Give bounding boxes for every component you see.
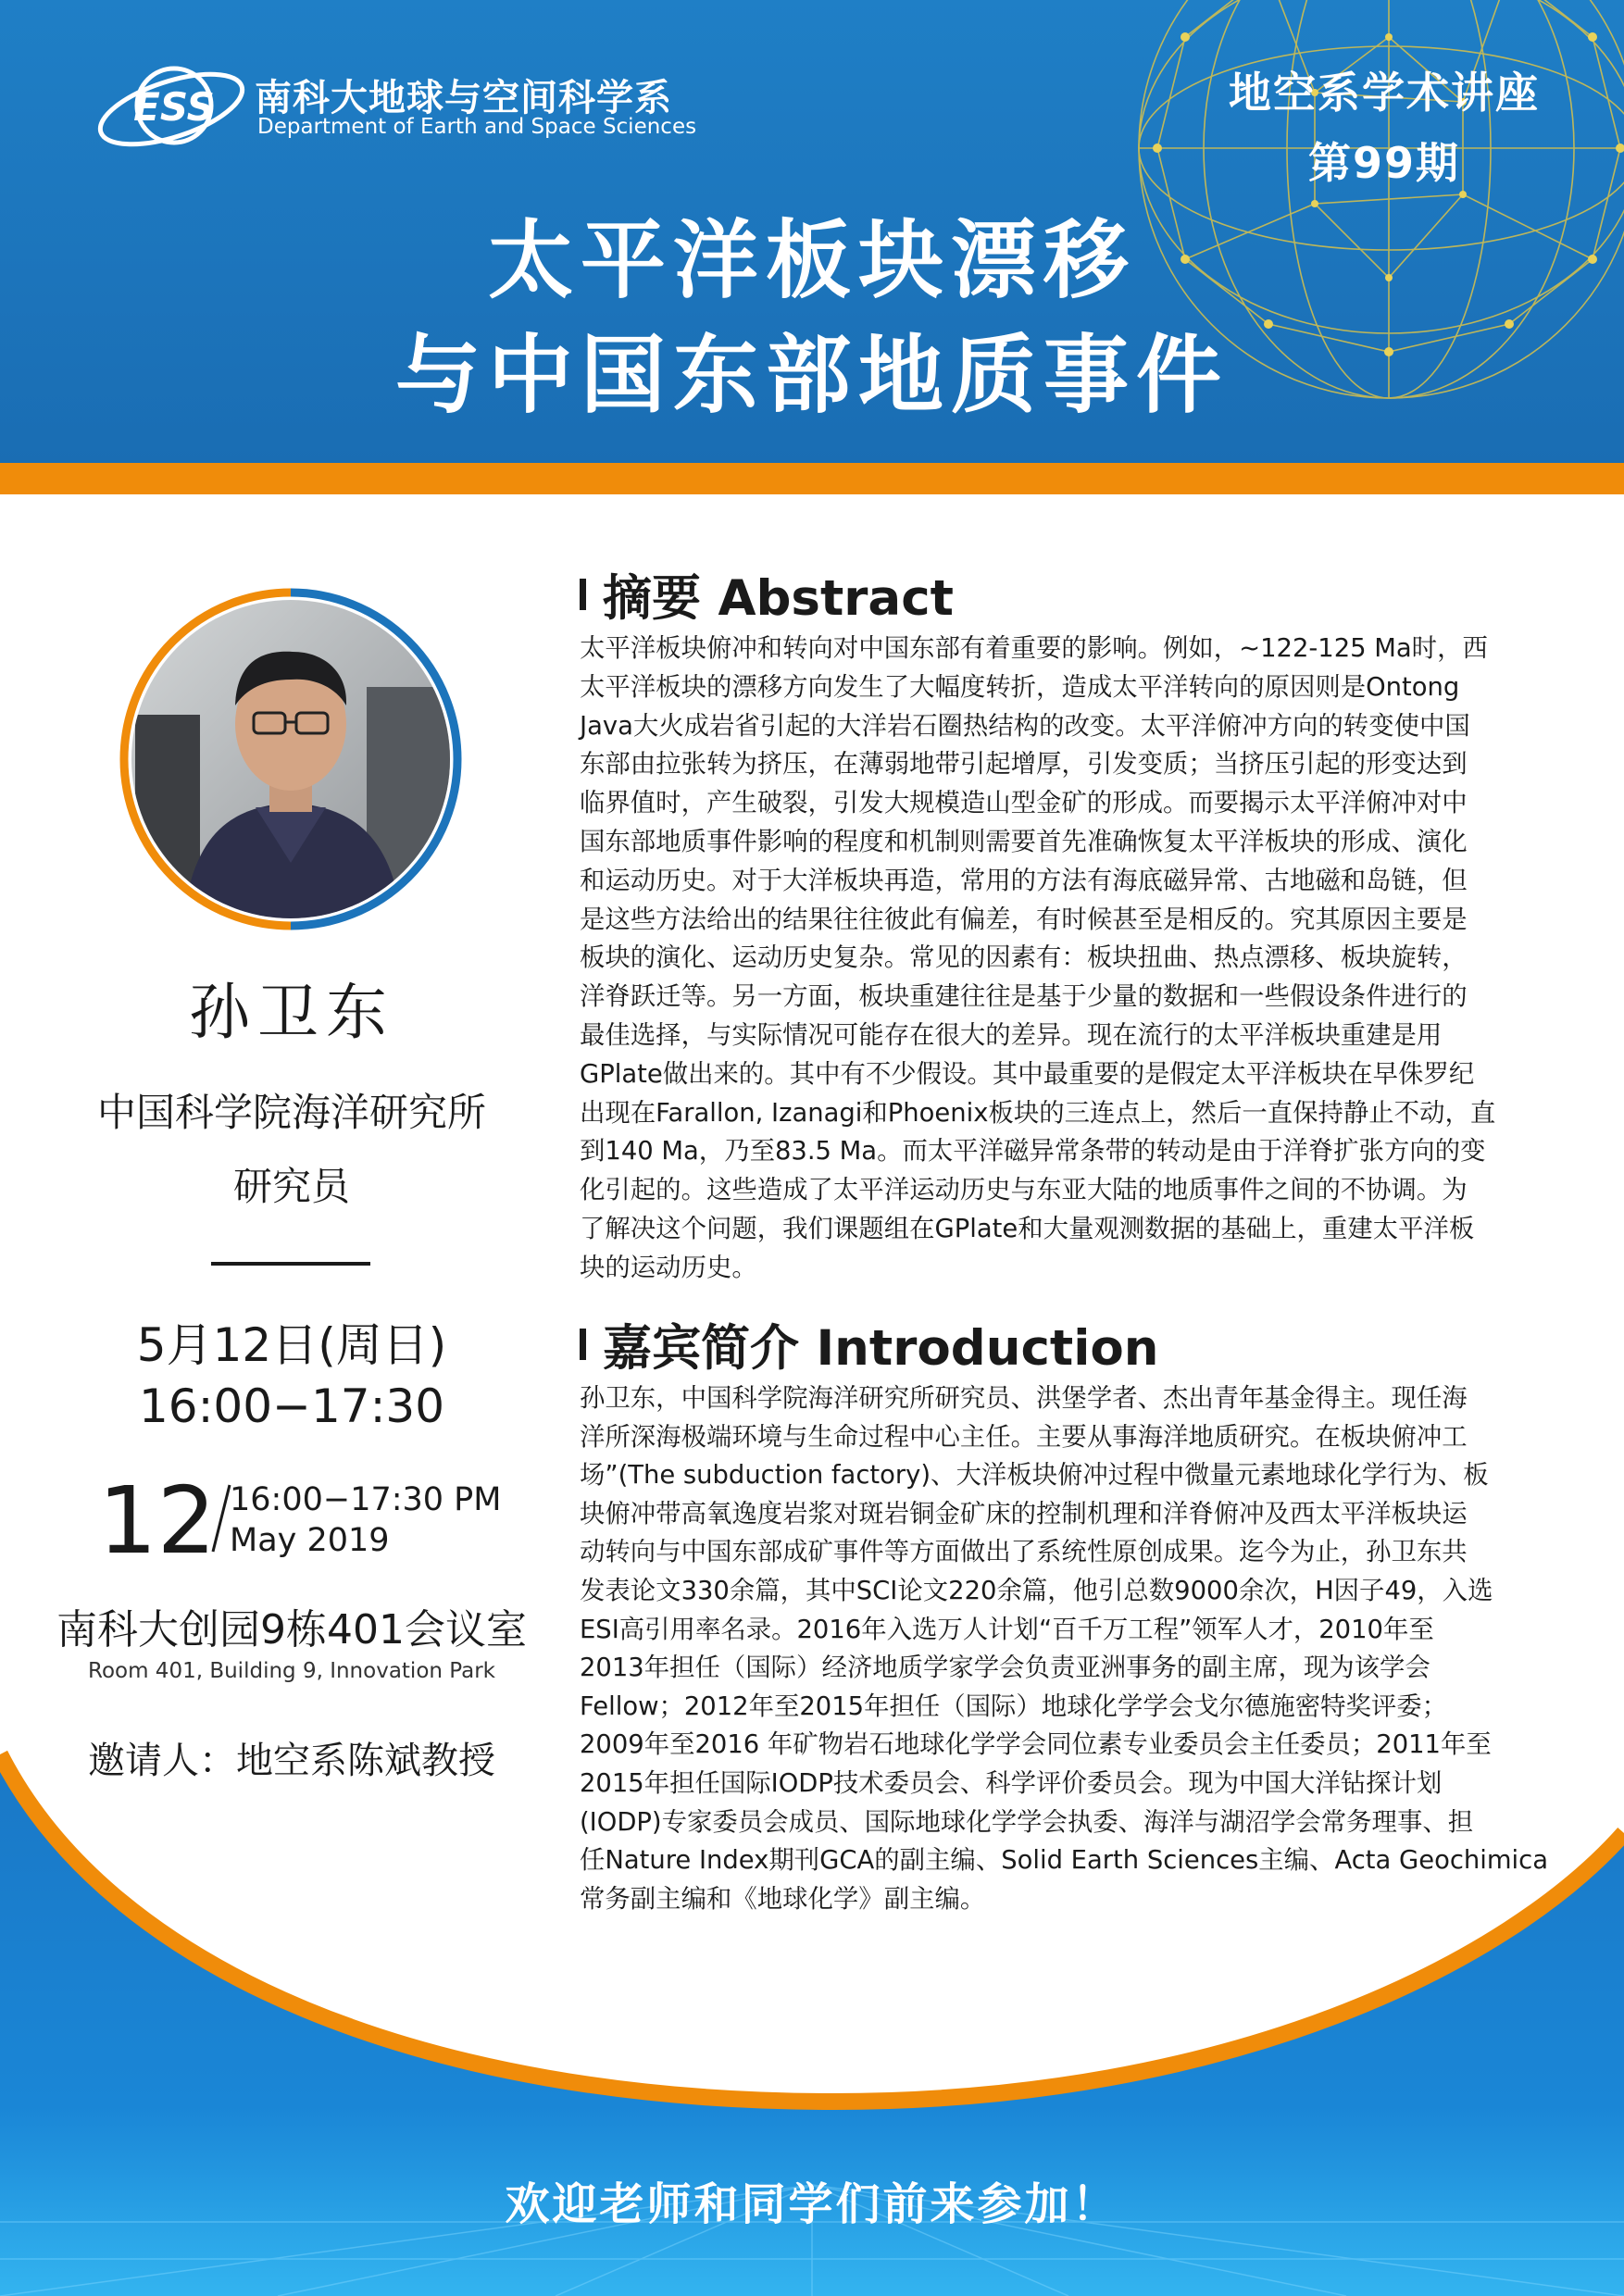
text-line: 了解决这个问题，我们课题组在GPlate和大量观测数据的基础上，重建太平洋板 <box>580 1214 1475 1243</box>
abstract-heading-text: 摘要 Abstract <box>603 570 954 627</box>
text-line: 块俯冲带高氧逸度岩浆对斑岩铜金矿床的控制机理和洋脊俯冲及西太平洋板块运 <box>580 1499 1468 1529</box>
org-name-en: Department of Earth and Space Sciences <box>257 115 697 139</box>
speaker-name: 孙卫东 <box>189 977 394 1048</box>
footer-invitation: 欢迎老师和同学们前来参加！ <box>505 2178 1119 2230</box>
text-line: 洋脊跃迁等。另一方面，板块重建往往是基于少量的数据和一些假设条件进行的 <box>580 982 1468 1012</box>
text-line: ESI高引用率名录。2016年入选万人计划“百千万工程”领军人才，2010年至 <box>580 1615 1434 1644</box>
text-line: 孙卫东，中国科学院海洋研究所研究员、洪堡学者、杰出青年基金得主。现任海 <box>580 1384 1468 1413</box>
ess-globe-logo-icon <box>93 57 250 159</box>
text-line: 2013年担任（国际）经济地质学家学会负责亚洲事务的副主席，现为该学会 <box>580 1653 1430 1683</box>
text-line: 块的运动历史。 <box>580 1253 757 1282</box>
event-time: 16:00−17:30 <box>138 1379 445 1433</box>
text-line: 是这些方法给出的结果往往彼此有偏差，有时候甚至是相反的。究其原因主要是 <box>580 905 1468 934</box>
title-line-1: 太平洋板块漂移 <box>487 211 1136 310</box>
lecture-series-label <box>1194 57 1574 198</box>
venue-cn: 南科大创园9栋401会议室 <box>56 1606 527 1653</box>
text-line: 板块的演化、运动历史复杂。常见的因素有：板块扭曲、热点漂移、板块旋转， <box>580 943 1468 973</box>
issue-number: 第99期 <box>1307 138 1460 188</box>
abstract-heading <box>580 559 954 630</box>
text-line: 和运动历史。对于大洋板块再造，常用的方法有海底磁异常、古地磁和岛链，但 <box>580 866 1468 895</box>
header-accent-stripe <box>0 463 1624 494</box>
text-line: 国东部地质事件影响的程度和机制则需要首先准确恢复太平洋板块的形成、演化 <box>580 827 1468 856</box>
introduction-heading-text: 嘉宾简介 Introduction <box>603 1320 1159 1377</box>
text-line: 东部由拉张转为挤压，在薄弱地带引起增厚，引发变质；当挤压引起的形变达到 <box>580 750 1468 780</box>
text-line: 任Nature Index期刊GCA的副主编、Solid Earth Sciences主编、Acta Geochimica <box>580 1846 1548 1876</box>
text-line: 太平洋板块俯冲和转向对中国东部有着重要的影响。例如，~122-125 Ma时，西 <box>580 634 1488 663</box>
divider <box>211 1262 370 1266</box>
logo-letters: ESS <box>133 84 215 130</box>
text-line: 最佳选择，与实际情况可能存在很大的差异。现在流行的太平洋板块重建是用 <box>580 1020 1443 1050</box>
speaker-position: 研究员 <box>232 1164 350 1209</box>
text-line: Fellow；2012年至2015年担任（国际）地球化学学会戈尔德施密特奖评委； <box>580 1691 1448 1721</box>
venue-en: Room 401, Building 9, Innovation Park <box>88 1659 495 1683</box>
text-line: 太平洋板块的漂移方向发生了大幅度转折，造成太平洋转向的原因则是Ontong <box>580 672 1460 702</box>
introduction-heading <box>580 1309 1159 1379</box>
event-date-cn <box>37 1315 546 1437</box>
text-line: 洋所深海极端环境与生命过程中心主任。主要从事海洋地质研究。在板块俯冲工 <box>580 1422 1468 1452</box>
heading-bar <box>580 579 586 610</box>
text-line: 出现在Farallon, Izanagi和Phoenix板块的三连点上，然后一直保持静止不动，直 <box>580 1098 1496 1128</box>
org-name-cn: 南科大地球与空间科学系 <box>255 77 672 119</box>
speaker-institute: 中国科学院海洋研究所 <box>96 1090 486 1135</box>
event-day-number: 12 <box>98 1466 217 1575</box>
text-line: 常务副主编和《地球化学》副主编。 <box>580 1884 986 1914</box>
inviter: 邀请人：地空系陈斌教授 <box>88 1740 495 1782</box>
title-line-2: 与中国东部地质事件 <box>394 326 1229 425</box>
text-line: 化引起的。这些造成了太平洋运动历史与东亚大陆的地质事件之间的不协调。为 <box>580 1176 1468 1205</box>
text-line: 2009年至2016 年矿物岩石地球化学学会同位素专业委员会主任委员；2011年至 <box>580 1730 1492 1760</box>
text-line: (IODP)专家委员会成员、国际地球化学学会执委、海洋与湖沼学会常务理事、担 <box>580 1807 1474 1837</box>
text-line: GPlate做出来的。其中有不少假设。其中最重要的是假定太平洋板块在早侏罗纪 <box>580 1059 1475 1089</box>
text-line: 发表论文330余篇，其中SCI论文220余篇，他引总数9000余次，H因子49，入选 <box>580 1576 1493 1605</box>
text-line: 临界值时，产生破裂，引发大规模造山型金矿的形成。而要揭示太平洋俯冲对中 <box>580 789 1468 818</box>
abstract-body <box>580 630 1539 1288</box>
text-line: 场”(The subduction factory)、大洋板块俯冲过程中微量元素地球化学行为、板 <box>580 1461 1489 1491</box>
department-logo <box>93 57 722 159</box>
series-name: 地空系学术讲座 <box>1229 68 1540 118</box>
event-month-year: May 2019 <box>230 1522 390 1559</box>
text-line: 2015年担任国际IODP技术委员会、科学评价委员会。现为中国大洋钻探计划 <box>580 1768 1443 1798</box>
heading-bar <box>580 1329 586 1360</box>
speaker-photo-icon <box>117 585 465 933</box>
lecture-title <box>0 204 1624 433</box>
introduction-body <box>580 1379 1552 1918</box>
speaker-affiliation <box>37 1076 546 1224</box>
text-line: Java大火成岩省引起的大洋岩石圈热结构的改变。太平洋俯冲方向的转变使中国 <box>580 711 1470 741</box>
text-line: 到140 Ma，乃至83.5 Ma。而太平洋磁异常条带的转动是由于洋脊扩张方向的变 <box>580 1137 1486 1167</box>
event-date: 5月12日(周日) <box>136 1318 447 1372</box>
event-date-en <box>230 1479 501 1561</box>
event-time-en: 16:00−17:30 PM <box>230 1481 502 1518</box>
text-line: 动转向与中国东部成矿事件等方面做出了系统性原创成果。迄今为止，孙卫东共 <box>580 1538 1468 1567</box>
